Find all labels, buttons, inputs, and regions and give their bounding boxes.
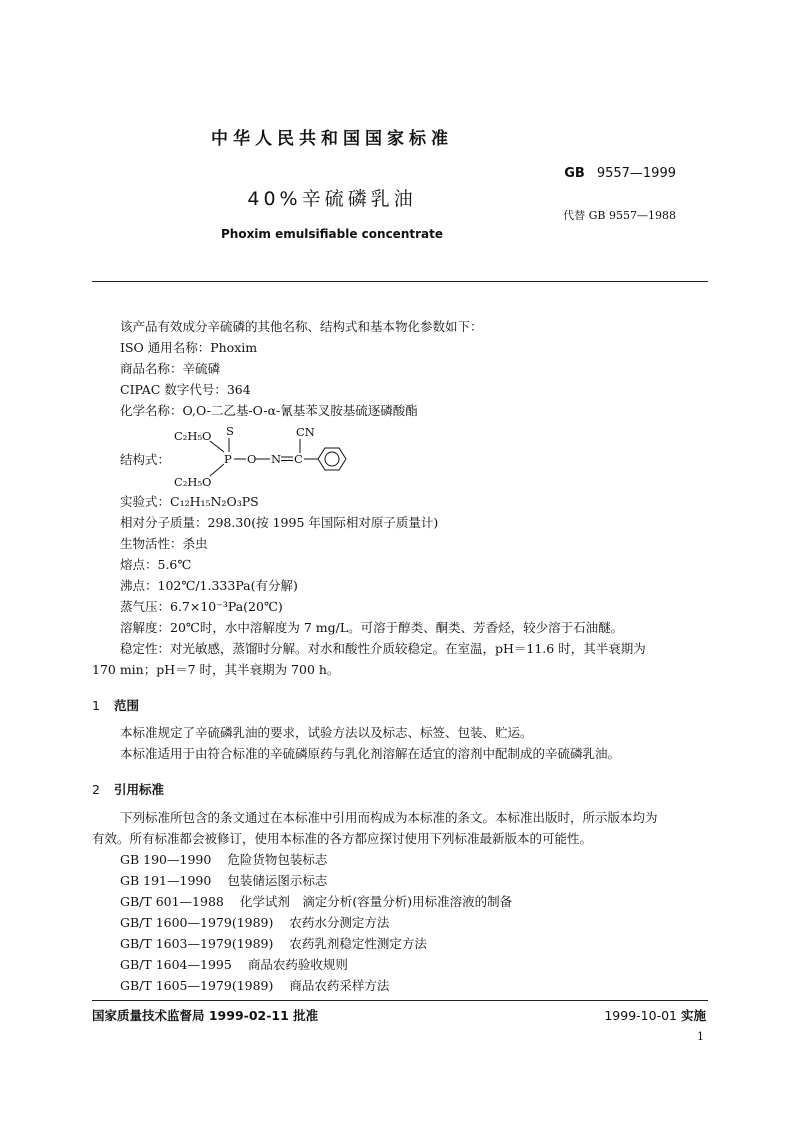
replaces-standard: 代替 GB 9557—1988 — [563, 209, 676, 222]
reference-item — [120, 852, 327, 868]
section-1-paragraph-1: 本标准规定了辛硫磷乳油的要求，试验方法以及标志、标签、包装、贮运。 — [120, 725, 533, 740]
reference-item — [120, 957, 348, 973]
structure-label: 结构式： — [120, 452, 171, 467]
molecular-mass: 相对分子质量：298.30(按 1995 年国际相对原子质量计) — [120, 515, 439, 530]
section-2-heading — [92, 780, 164, 798]
effective-statement — [604, 1006, 706, 1024]
reference-code: GB/T 1600—1979(1989) — [120, 915, 274, 930]
reference-title: 农药水分测定方法 — [289, 915, 390, 930]
stability-line-2: 170 min；pH＝7 时，其半衰期为 700 h。 — [92, 662, 340, 677]
formula-label: 实验式： — [120, 494, 171, 509]
reference-title: 化学试剂 滴定分析(容量分析)用标准溶液的制备 — [239, 894, 513, 909]
structure-sulfur: S — [226, 424, 234, 438]
section-2-paragraph-line-1: 下列标准所包含的条文通过在本标准中引用而构成为本标准的条文。本标准出版时，所示版本均为 — [120, 810, 658, 825]
page-number: 1 — [697, 1030, 704, 1043]
standard-number-value: 9557—1999 — [596, 166, 676, 181]
melting-point: 熔点：5.6℃ — [120, 557, 192, 572]
intro-lead: 该产品有效成分辛硫磷的其他名称、结构式和基本物化参数如下： — [120, 319, 483, 334]
standard-prefix: GB — [564, 166, 585, 181]
national-standard-heading: 中华人民共和国国家标准 — [211, 129, 453, 149]
structure-top-left: C₂H₅O — [174, 429, 212, 443]
section-2-paragraph-line-2: 有效。所有标准都会被修订，使用本标准的各方都应探讨使用下列标准最新版本的可能性。 — [92, 831, 593, 846]
section-2-number: 2 — [92, 782, 100, 797]
section-1-title: 范围 — [114, 698, 140, 713]
reference-title: 包装储运图示标志 — [227, 873, 328, 888]
structure-bottom-left: C₂H₅O — [174, 475, 212, 489]
section-1-paragraph-2: 本标准适用于由符合标准的辛硫磷原药与乳化剂溶解在适宜的溶剂中配制成的辛硫磷乳油。 — [120, 746, 621, 761]
trade-name: 商品名称：辛硫磷 — [120, 361, 221, 376]
reference-code: GB 191—1990 — [120, 873, 212, 888]
reference-item — [120, 978, 389, 994]
chemical-name: 化学名称：O,O-二乙基-O-α-氰基苯叉胺基硫逐磷酸酯 — [120, 403, 418, 418]
reference-item — [120, 915, 389, 931]
formula-value: C₁₂H₁₅N₂O₃PS — [170, 494, 259, 509]
effective-date: 1999-10-01 — [604, 1008, 677, 1023]
reference-item — [120, 873, 327, 889]
approval-statement: 国家质量技术监督局 1999-02-11 批准 — [92, 1008, 319, 1023]
structure-oxygen: O — [247, 452, 257, 466]
reference-code: GB/T 1603—1979(1989) — [120, 936, 274, 951]
boiling-point: 沸点：102℃/1.333Pa(有分解) — [120, 578, 298, 593]
iso-name: ISO 通用名称：Phoxim — [120, 340, 258, 355]
standard-number — [564, 166, 676, 181]
section-1-heading — [92, 696, 139, 714]
vapor-pressure: 蒸气压：6.7×10⁻³Pa(20℃) — [120, 599, 283, 614]
reference-item — [120, 936, 427, 952]
structure-nitrogen: N — [271, 452, 282, 466]
footer-divider — [92, 1000, 708, 1001]
biological-activity: 生物活性：杀虫 — [120, 536, 208, 551]
solubility: 溶解度：20℃时，水中溶解度为 7 mg/L。可溶于醇类、酮类、芳香烃，较少溶于石油醚。 — [120, 620, 624, 635]
section-2-title: 引用标准 — [114, 782, 165, 797]
effective-label: 实施 — [680, 1008, 706, 1023]
reference-title: 农药乳剂稳定性测定方法 — [289, 936, 427, 951]
section-1-number: 1 — [92, 698, 100, 713]
reference-item — [120, 894, 512, 910]
empirical-formula — [120, 494, 259, 510]
structure-phosphorus: P — [224, 452, 232, 466]
header-divider — [92, 281, 708, 282]
structure-carbon: C — [294, 452, 303, 466]
reference-code: GB/T 1605—1979(1989) — [120, 978, 274, 993]
reference-code: GB 190—1990 — [120, 852, 212, 867]
reference-code: GB/T 1604—1995 — [120, 957, 232, 972]
reference-title: 危险货物包装标志 — [227, 852, 328, 867]
reference-code: GB/T 601—1988 — [120, 894, 224, 909]
stability-line-1: 稳定性：对光敏感，蒸馏时分解。对水和酸性介质较稳定。在室温，pH＝11.6 时，其半衰期为 — [120, 641, 646, 656]
reference-title: 商品农药验收规则 — [247, 957, 348, 972]
structural-formula — [170, 422, 360, 496]
structure-cyano: CN — [296, 425, 315, 439]
reference-title: 商品农药采样方法 — [289, 978, 390, 993]
cipac-code: CIPAC 数字代号：364 — [120, 382, 251, 397]
document-title: 40%辛硫磷乳油 — [247, 188, 417, 210]
english-title: Phoxim emulsifiable concentrate — [220, 227, 443, 241]
